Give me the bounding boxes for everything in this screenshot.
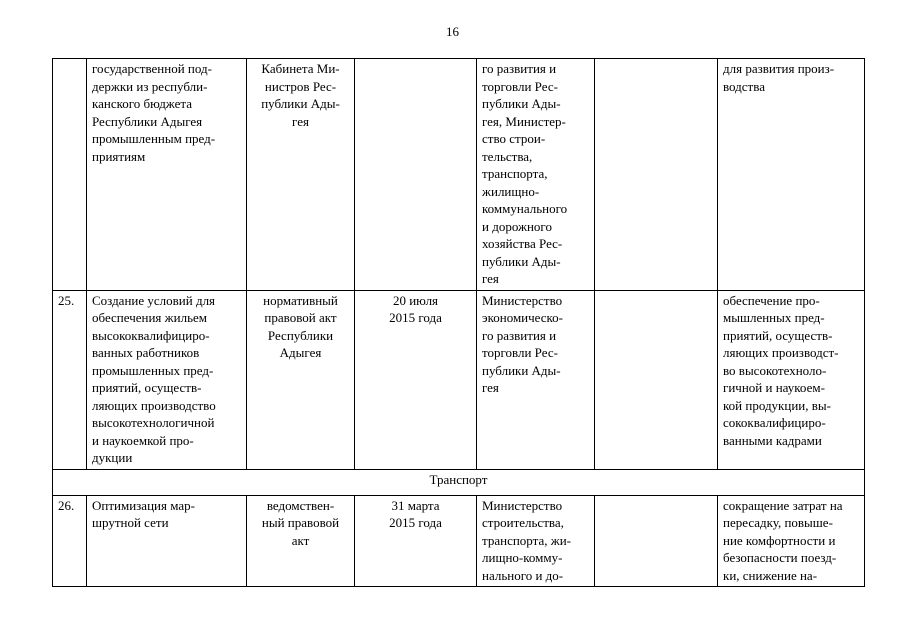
cell-deadline (355, 59, 477, 291)
cell-extra (595, 290, 718, 469)
cell-measure: Создание условий для обеспечения жильем высококвалифициро- ванных работников промышленных пред- приятий, осуществ- ляющих производство высокотехнологичной и наукоемкой про- дукции (87, 290, 247, 469)
cell-result: обеспечение про- мышленных пред- приятий, осуществ- ляющих производст- во высокотехноло- гичной и наукоем- кой продукции, вы- сококвалифициро- ванными кадрами (718, 290, 865, 469)
cell-deadline: 31 марта 2015 года (355, 495, 477, 587)
cell-document-type: нормативный правовой акт Республики Адыгея (247, 290, 355, 469)
cell-number: 25. (53, 290, 87, 469)
cell-document-type: ведомствен- ный правовой акт (247, 495, 355, 587)
cell-extra (595, 495, 718, 587)
cell-deadline: 20 июля 2015 года (355, 290, 477, 469)
cell-executor: го развития и торговли Рес- публики Ады- гея, Министер- ство строи- тельства, транспорта, жилищно- коммунального и дорожного хозяйства Рес- публики Ады- гея (477, 59, 595, 291)
cell-number: 26. (53, 495, 87, 587)
cell-executor: Министерство строительства, транспорта, жи- лищно-комму- нального и до- (477, 495, 595, 587)
cell-result: сокращение затрат на пересадку, повыше- ние комфортности и безопасности поезд- ки, снижение на- (718, 495, 865, 587)
cell-result: для развития произ- водства (718, 59, 865, 291)
section-title: Транспорт (53, 469, 865, 495)
cell-extra (595, 59, 718, 291)
cell-executor: Министерство экономическо- го развития и торговли Рес- публики Ады- гея (477, 290, 595, 469)
table-row-continuation (53, 59, 865, 291)
section-row-transport (53, 469, 865, 495)
cell-number (53, 59, 87, 291)
cell-measure: государственной под- держки из республи- канского бюджета Республики Адыгея промышленным пред- приятиям (87, 59, 247, 291)
cell-document-type: Кабинета Ми- нистров Рес- публики Ады- гея (247, 59, 355, 291)
table-row-26 (53, 495, 865, 587)
page-number: 16 (446, 24, 459, 39)
measures-table (52, 58, 865, 587)
cell-measure: Оптимизация мар- шрутной сети (87, 495, 247, 587)
table-row-25 (53, 290, 865, 469)
